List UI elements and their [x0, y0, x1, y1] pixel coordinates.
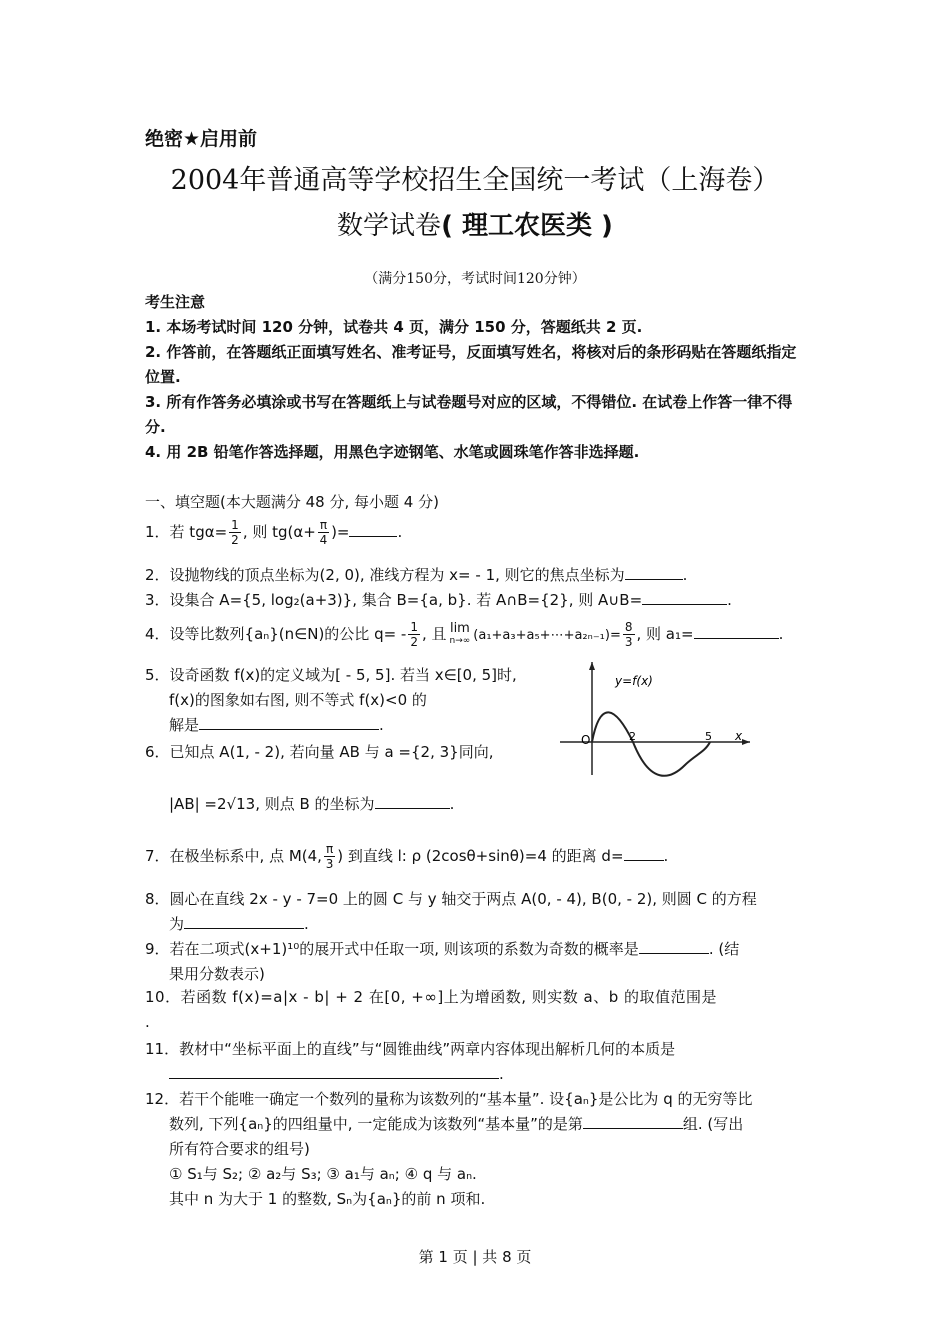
answer-blank[interactable] [184, 913, 304, 929]
answer-blank[interactable] [349, 521, 397, 537]
exam-title: 2004年普通高等学校招生全国统一考试（上海卷） [170, 165, 780, 196]
fraction: $\frac{8}{3}$ [624, 620, 633, 649]
question-5: 5．设奇函数 f(x)的定义域为[ - 5, 5]. 若当 x∈[0, 5]时, f(x)的图象如右图, 则不等式 f(x)<0 的 解是 . [145, 666, 517, 734]
y-arrow-icon [589, 662, 595, 670]
question-6: 6．已知点 A(1, - 2), 若向量 AB 与 a ={2, 3}同向, [145, 743, 494, 761]
answer-blank[interactable] [624, 845, 664, 861]
question-3: 3．设集合 A={5, log₂(a+3)}, 集合 B={a, b}. 若 A∩B={2}, 则 A∪B= . [145, 591, 732, 609]
notice-item-3: 3. 所有作答务必填涂或书写在答题纸上与试卷题号对应的区域，不得错位. 在试卷上作答一律不得分. [145, 393, 793, 436]
question-12: 12．若干个能唯一确定一个数列的量称为该数列的“基本量”. 设{aₙ}是公比为 q 的无穷等比 数列, 下列{aₙ}的四组量中, 一定能成为该数列“基本量”的是第 组. (写出 所有符合要求的组号) ① S₁与 S₂; ② a₂与 S₃; ③ a₁与 aₙ; ④ q 与 aₙ. 其中 n 为大于 1 的整数, Sₙ为{aₙ}的前 n 项和. [145, 1090, 753, 1208]
subtitle-kind: ( 理工农医类 ) [441, 211, 613, 241]
question-2: 2．设抛物线的顶点坐标为(2, 0), 准线方程为 x= - 1, 则它的焦点坐标为 . [145, 566, 688, 584]
subtitle-main: 数学试卷 [337, 211, 442, 241]
answer-blank[interactable] [694, 623, 779, 639]
notice-item-2: 2. 作答前，在答题纸正面填写姓名、准考证号，反面填写姓名，将核对后的条形码贴在答题纸指定位置. [145, 343, 797, 386]
answer-blank[interactable] [642, 589, 727, 605]
graph-label: y=f(x) [615, 674, 653, 688]
answer-blank[interactable] [625, 564, 683, 580]
notice-item-1: 1. 本场考试时间 120 分钟，试卷共 4 页，满分 150 分，答题纸共 2 页. [145, 318, 643, 336]
tick-5: 5 [705, 730, 712, 743]
fraction: $\frac{1}{2}$ [231, 518, 239, 547]
question-9: 9．若在二项式(x+1)¹⁰的展开式中任取一项, 则该项的系数为奇数的概率是 . (结 果用分数表示) [145, 940, 740, 983]
fraction: $\frac{\pi}{3}$ [325, 842, 334, 871]
notice-heading: 考生注意 [145, 293, 206, 311]
fraction: $\frac{\pi}{4}$ [319, 518, 328, 547]
notice-item-4: 4. 用 2B 铅笔作答选择题，用黑色字迹钢笔、水笔或圆珠笔作答非选择题. [145, 443, 640, 461]
function-graph [555, 660, 755, 780]
limit-symbol: lim n→∞ [449, 620, 471, 646]
origin-label: O [581, 733, 591, 747]
question-11: 11．教材中“坐标平面上的直线”与“圆锥曲线”两章内容体现出解析几何的本质是 . [145, 1040, 676, 1083]
exam-subtitle [0, 205, 950, 242]
answer-blank[interactable] [639, 938, 709, 954]
answer-blank[interactable] [199, 714, 379, 730]
section-title: 一、填空题(本大题满分 48 分, 每小题 4 分) [145, 493, 439, 511]
tick-2: 2 [629, 730, 636, 743]
question-7: 7．在极坐标系中, 点 M(4, $\frac{\pi}{3}$ ) 到直线 l: ρ (2cosθ+sinθ)=4 的距离 d= . [145, 842, 669, 871]
x-label: x [735, 729, 743, 743]
score-note: （满分150分，考试时间120分钟） [364, 271, 586, 287]
curve [592, 712, 710, 775]
fraction: $\frac{1}{2}$ [410, 620, 418, 649]
question-4: 4．设等比数列{aₙ}(n∈N)的公比 q= - $\frac{1}{2}$ , 且 lim n→∞ (a₁+a₃+a₅+⋯+a₂ₙ₋₁)= $\frac{8}{3}$ , 则 a₁= . [145, 620, 784, 649]
question-10: 10．若函数 f(x)=a|x - b| + 2 在[0, +∞]上为增函数, 则实数 a、b 的取值范围是 . [145, 988, 717, 1031]
answer-blank[interactable] [583, 1113, 683, 1129]
x-arrow-icon [742, 739, 750, 745]
answer-blank[interactable] [375, 793, 450, 809]
question-1: 1．若 tgα= $\frac{1}{2}$ , 则 tg(α+ $\frac{\pi}{4}$ )= . [145, 518, 403, 547]
answer-blank[interactable] [169, 1063, 499, 1079]
question-8: 8．圆心在直线 2x - y - 7=0 上的圆 C 与 y 轴交于两点 A(0, - 4), B(0, - 2), 则圆 C 的方程 为 . [145, 890, 757, 933]
question-6-cont: |AB| =2√13, 则点 B 的坐标为 . [169, 795, 455, 813]
page-footer: 第 1 页 | 共 8 页 [418, 1248, 532, 1266]
secret-label: 绝密★启用前 [145, 128, 258, 150]
